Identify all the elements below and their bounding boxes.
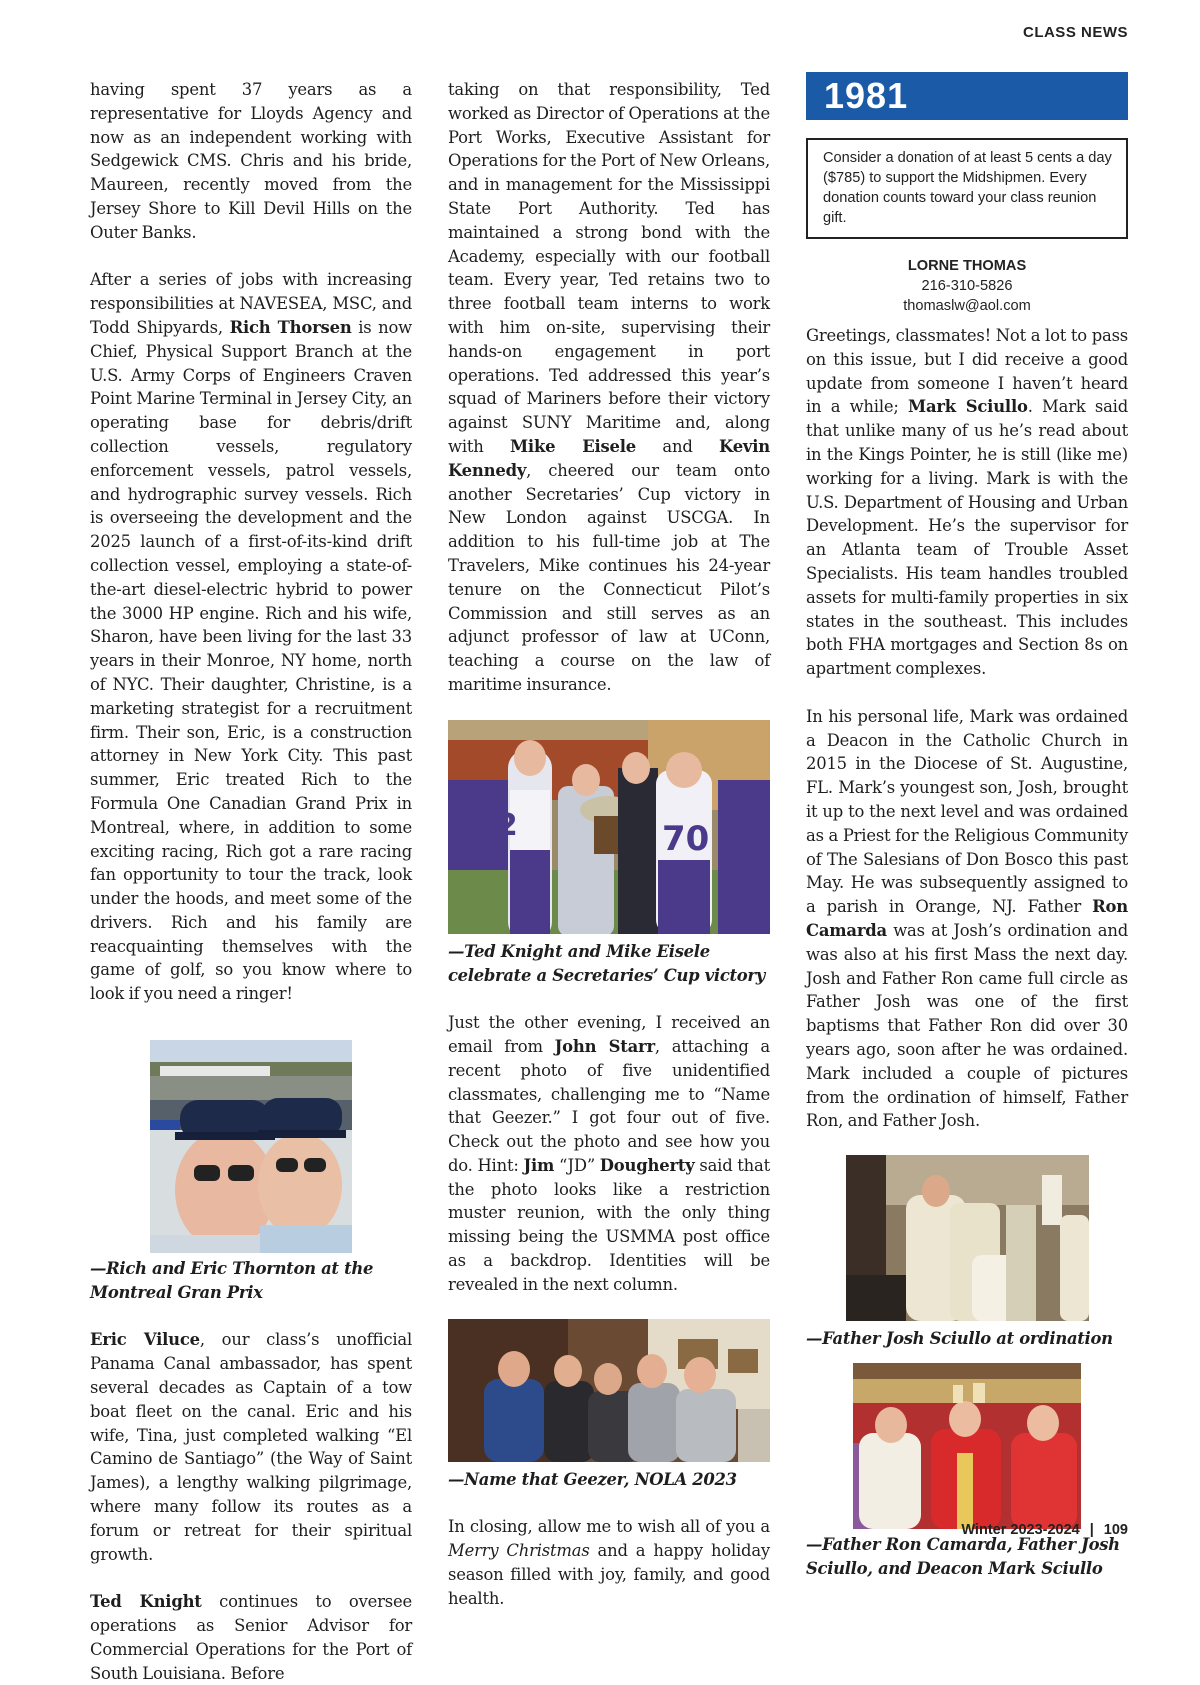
class-contact [806, 256, 1128, 316]
name-eric-viluce: Eric Viluce [90, 1330, 200, 1350]
name-ted-knight: Ted Knight [90, 1592, 202, 1612]
jersey-number-82: 82 [476, 807, 518, 843]
paragraph-rich-thorsen: After a series of jobs with increasing responsibilities at NAVESEA, MSC, and Todd Shipyards, Rich Thorsen is now Chief, Physical Support Branch at the U.S. Army Corps of Engineers Craven Point Marine Terminal in Jersey City, an operating base for debris/drift collection vessels, regulatory enforcement vessels, patrol vessels, and hydrographic survey vessels. Rich is overseeing the development and the 2025 launch of a first-of-its-kind drift collection vessel, employing a state-of-the-art diesel-electric hybrid to power the 3000 HP engine. Rich and his wife, Sharon, have been living for the last 33 years in their Monroe, NY home, north of NYC. Their daughter, Christine, is a marketing strategist for a recruitment firm. Their son, Eric, is a construction attorney in New York City. This past summer, Eric treated Rich to the Formula One Canadian Grand Prix in Montreal, where, in addition to some exciting racing, Rich got a rare racing fan opportunity to tour the track, look under the hoods, and meet some of the drivers. Rich and his family are reacquainting themselves with the game of golf, so you know where to look if you need a ringer! [90, 270, 412, 1004]
merry-christmas: Merry Christmas [448, 1541, 590, 1561]
name-mark-sciullo: Mark Sciullo [908, 397, 1028, 417]
column-1 [90, 78, 412, 1685]
caption-montreal: —Rich and Eric Thornton at the Montreal Gran Prix [90, 1259, 374, 1302]
photo-secretaries-cup [448, 720, 770, 934]
paragraph-ted-knight: Ted Knight continues to oversee operations as Senior Advisor for Commercial Operations for the Port of South Louisiana. Before [90, 1592, 412, 1683]
class-year-banner: 1981 [806, 72, 1128, 120]
paragraph-eric-viluce: Eric Viluce, our class’s unofficial Panama Canal ambassador, has spent several decades as Captain of a tow boat fleet on the canal. Eric and his wife, Tina, just completed walking “El Camino de Santiago” (the Way of Saint James), a lengthy walking pilgrimage, where many follow its routes as a forum or retreat for their spiritual growth. [90, 1330, 412, 1564]
photo-montreal-gran-prix [150, 1040, 352, 1253]
photo-name-that-geezer [448, 1319, 770, 1462]
issue-label: Winter 2023-2024 [961, 1522, 1080, 1538]
name-ron-camarda: Ron Camarda [806, 897, 1128, 940]
page-number: 109 [1103, 1522, 1128, 1538]
name-dougherty: Dougherty [599, 1155, 695, 1175]
name-john-starr: John Starr [554, 1036, 655, 1056]
caption-ordination: —Father Josh Sciullo at ordination [806, 1329, 1113, 1349]
caption-three-clergy: —Father Ron Camarda, Father Josh Sciullo, and Deacon Mark Sciullo [806, 1534, 1120, 1578]
column-3 [806, 72, 1128, 1580]
caption-secretaries-cup: —Ted Knight and Mike Eisele celebrate a Secretaries’ Cup victory [448, 941, 765, 985]
name-jim: Jim [523, 1155, 555, 1175]
contact-phone: 216-310-5826 [921, 278, 1013, 294]
name-mike-eisele: Mike Eisele [509, 436, 637, 456]
contact-email[interactable]: thomaslw@aol.com [903, 298, 1031, 314]
contact-name: LORNE THOMAS [907, 258, 1027, 274]
column-2 [448, 78, 770, 1610]
paragraph-personal-life: In his personal life, Mark was ordained a Deacon in the Catholic Church in 2015 in the Diocese of St. Augustine, FL. Mark’s youngest son, Josh, brought it up to the next level and was ordained as a Priest for the Religious Community of The Salesians of Don Bosco this past May. He was subsequently assigned to a parish in Orange, NJ. Father Ron Camarda was at Josh’s ordination and was also at his first Mass the next day. Josh and Father Ron came full circle as Father Josh was one of the first baptisms that Father Ron did over 30 years ago, soon after he was ordained. Mark included a couple of pictures from the ordination of himself, Father Ron, and Father Josh. [806, 706, 1128, 1131]
name-kevin-kennedy: Kevin Kennedy [448, 436, 770, 480]
paragraph-chris-update: having spent 37 years as a representative for Lloyds Agency and now as an independent working with Sedgewick CMS. Chris and his bride, Maureen, recently moved from the Jersey Shore to Kill Devil Hills on the Outer Banks. [90, 80, 412, 242]
footer-separator: | [1089, 1522, 1094, 1538]
caption-name-that-geezer: —Name that Geezer, NOLA 2023 [448, 1469, 737, 1489]
paragraph-mark-sciullo: Greetings, classmates! Not a lot to pass on this issue, but I did receive a good update from someone I haven’t heard in a while; Mark Sciullo. Mark said that unlike many of us he’s read about in the Kings Pointer, he is still (like me) working for a living. Mark is with the U.S. Department of Housing and Urban Development. He’s the supervisor for an Atlanta team of Trouble Asset Specialists. His team handles troubled assets for multi-family properties in six states in the southeast. This includes both FHA mortgages and Section 8s on apartment complexes. [806, 326, 1128, 679]
paragraph-ted-knight-cont: taking on that responsibility, Ted worked as Director of Operations at the Port Works, Executive Assistant for Operations for the Port of New Orleans, and in management for the Mississippi State Port Authority. Ted has maintained a strong bond with the Academy, especially with our football team. Every year, Ted retains two to three football team interns to work with him on-site, supervising their hands-on engagement in port operations. Ted addressed this year’s squad of Mariners before their victory against SUNY Maritime and, along with Mike Eisele and Kevin Kennedy, cheered our team onto another Secretaries’ Cup victory in New London against USCGA. In addition to his full-time job at The Travelers, Mike continues his 24-year tenure on the Connecticut Pilot’s Commission and still serves as an adjunct professor of law at UConn, teaching a course on the law of maritime insurance. [448, 80, 770, 694]
photo-three-clergy [853, 1363, 1081, 1529]
donation-box: Consider a donation of at least 5 cents a day ($785) to support the Midshipmen. Every donation counts toward your class reunion gift. [806, 138, 1128, 239]
page-footer [961, 1522, 1128, 1538]
section-label: CLASS NEWS [1022, 24, 1128, 41]
jersey-number-70: 70 [662, 818, 710, 859]
photo-ordination [846, 1155, 1089, 1321]
paragraph-closing: In closing, allow me to wish all of you a Merry Christmas and a happy holiday season filled with joy, family, and good health. [448, 1517, 770, 1608]
paragraph-name-that-geezer: Just the other evening, I received an email from John Starr, attaching a recent photo of five unidentified classmates, challenging me to “Name that Geezer.” I got four out of five. Check out the photo and see how you do. Hint: Jim “JD” Dougherty said that the photo looks like a restriction muster reunion, with the only thing missing being the USMMA post office as a backdrop. Identities will be revealed in the next column. [448, 1013, 771, 1294]
name-rich-thorsen: Rich Thorsen [229, 317, 352, 337]
